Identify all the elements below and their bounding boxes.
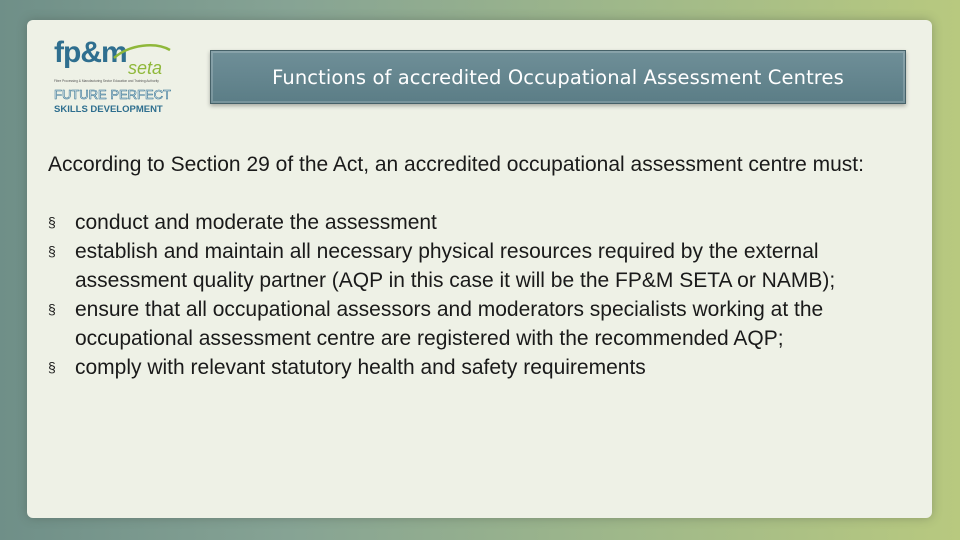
bullet-marker-icon: §: [48, 359, 56, 375]
slide-title: Functions of accredited Occupational Assessment Centres: [272, 65, 844, 89]
fpm-seta-logo: [52, 32, 182, 117]
bullet-item: [48, 208, 908, 237]
logo-skills-development-text: SKILLS DEVELOPMENT: [54, 104, 163, 115]
bullet-item: [48, 353, 908, 382]
intro-paragraph: According to Section 29 of the Act, an accredited occupational assessment centre must:: [48, 153, 864, 176]
bullet-text: establish and maintain all necessary physical resources required by the external assessment quality partner (AQP in this case it will be the FP&M SETA or NAMB);: [75, 240, 836, 292]
bullet-list: [48, 208, 908, 382]
slide-body: [48, 150, 908, 382]
title-bar: [210, 50, 906, 104]
bullet-marker-icon: §: [48, 243, 56, 259]
logo-fpm-text: fp&m: [54, 36, 127, 69]
bullet-text: conduct and moderate the assessment: [75, 211, 437, 234]
bullet-marker-icon: §: [48, 301, 56, 317]
bullet-item: [48, 237, 908, 295]
bullet-text: comply with relevant statutory health and safety requirements: [75, 356, 646, 379]
bullet-marker-icon: §: [48, 214, 56, 230]
logo-future-perfect-text: FUTURE PERFECT: [54, 87, 171, 102]
bullet-text: ensure that all occupational assessors and moderators specialists working at the occupational assessment centre are registered with the recommended AQP;: [75, 298, 824, 350]
bullet-item: [48, 295, 908, 353]
logo-seta-text: seta: [128, 58, 163, 78]
logo-tagline-text: Fibre Processing & Manufacturing Sector Education and Training Authority: [54, 79, 159, 83]
